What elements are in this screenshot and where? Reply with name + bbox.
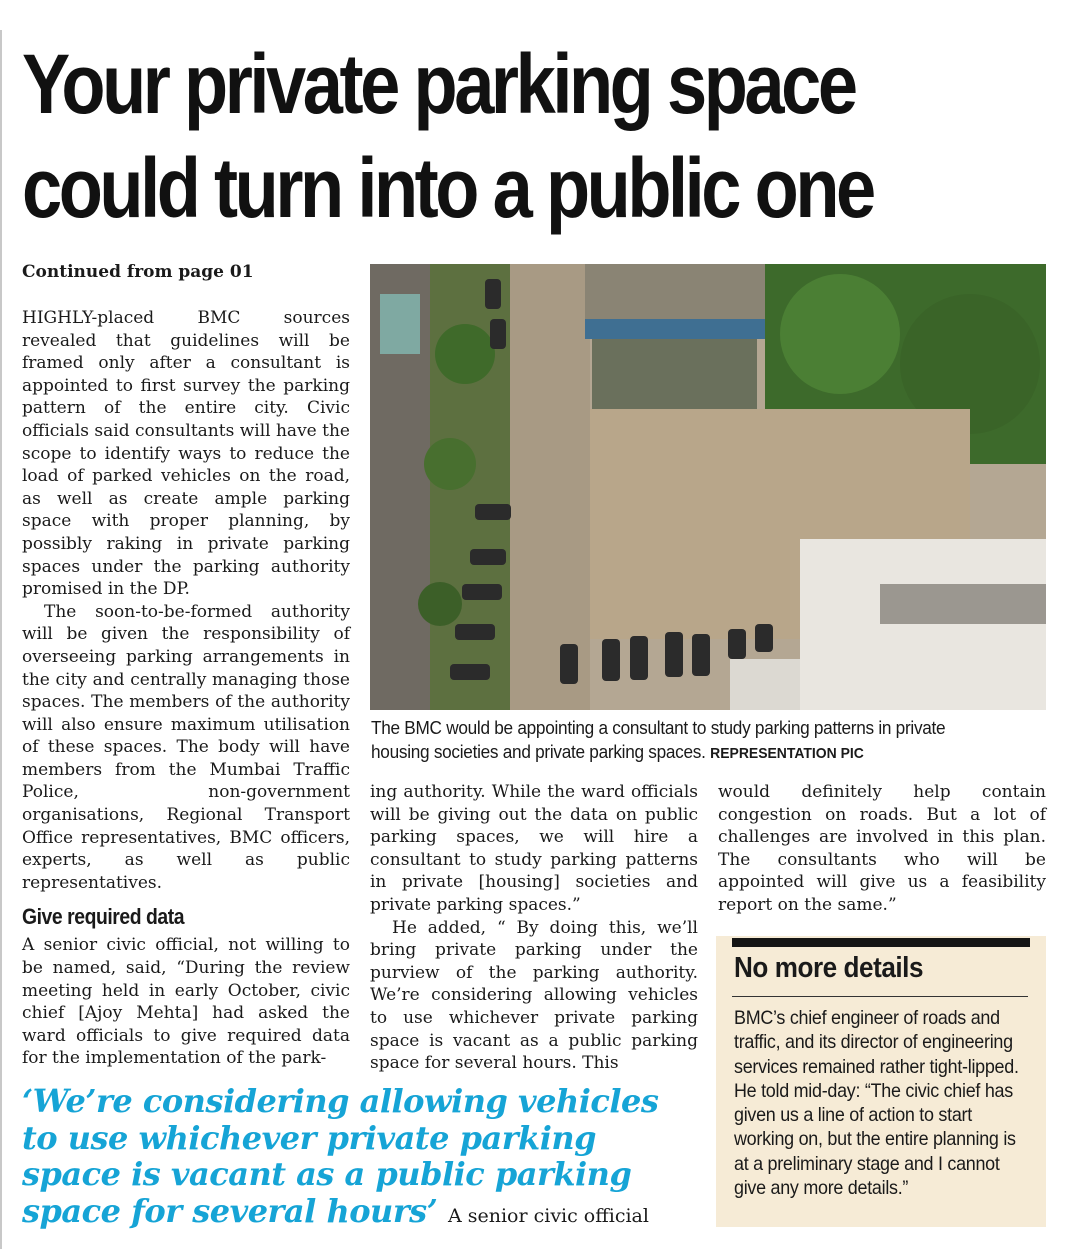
article-column-1 [22, 307, 350, 1070]
headline-line-2: could turn into a public one [22, 141, 873, 235]
continued-from-label: Continued from page 01 [22, 262, 254, 282]
pull-quote-text: ‘We’re considering allowing vehicles to use whichever private parking space is vacant as a public parking space for several hours’ [22, 1082, 659, 1230]
article-paragraph: The soon-to-be-formed authority will be given the responsibility of overseeing parking arrangements in the city and centrally managing those spaces. The members of the authority will also ensure maximum utilisation of these spaces. The body will have members from the Mumbai Traffic Police, non-government organisations, Regional Transport Office representatives, BMC officers, experts, as well as public representatives. [22, 601, 350, 893]
photo-credit: REPRESENTATION PIC [710, 745, 864, 762]
pull-quote [22, 1083, 702, 1234]
article-paragraph: A senior civic official, not willing to be named, said, “During the review meeting held in early October, civic chief [Ajoy Mehta] had asked the ward officials to give required data for the implementation of the park- [22, 935, 350, 1069]
article-paragraph: He added, “ By doing this, we’ll bring private parking under the purview of the parking authority. We’re considering allowing vehicles to use whichever private parking space is vacant as a public parking space for several hours. This [370, 917, 698, 1074]
photo-caption [371, 716, 1003, 766]
section-subhead: Give required data [22, 904, 185, 930]
sidebar-body: BMC’s chief engineer of roads and traffic, and its director of engineering services remained rather tight-lipped. He told mid-day: “The civic chief has given us a line of action to start working on, but the entire planning is at a preliminary stage and I cannot give any more details.” [734, 1007, 1019, 1200]
sidebar-box [716, 936, 1046, 1227]
sidebar-title: No more details [734, 952, 924, 984]
article-column-3 [718, 781, 1046, 917]
article-column-2 [370, 781, 698, 1075]
parking-lot-photo [370, 264, 1046, 710]
headline-line-1: Your private parking space [22, 37, 855, 131]
article-paragraph: ing authority. While the ward officials will be giving out the data on public parking spaces, we will hire a consultant to study parking patterns in private [housing] societies and private parking spaces.” [370, 782, 698, 915]
caption-text: The BMC would be appointing a consultant to study parking patterns in private housing societies and private parking spaces. [371, 717, 946, 762]
pull-quote-attribution: A senior civic official [447, 1204, 649, 1227]
sidebar-divider [732, 996, 1028, 997]
column-rule [0, 30, 2, 1249]
article-paragraph: HIGHLY-placed BMC sources revealed that guidelines will be framed only after a consultant is appointed to first survey the parking pattern of the entire city. Civic officials said consultants will have the scope to identify ways to reduce the load of parked vehicles on the road, as well as create ample parking space with proper planning, by possibly raking in private parking spaces under the parking authority promised in the DP. [22, 308, 350, 600]
article-paragraph: would definitely help contain congestion on roads. But a lot of challenges are involved in this plan. The consultants who will be appointed will give us a feasibility report on the same.” [718, 782, 1046, 915]
sidebar-top-bar [732, 938, 1030, 947]
headline [22, 32, 912, 240]
aerial-parking-image [370, 264, 1046, 710]
